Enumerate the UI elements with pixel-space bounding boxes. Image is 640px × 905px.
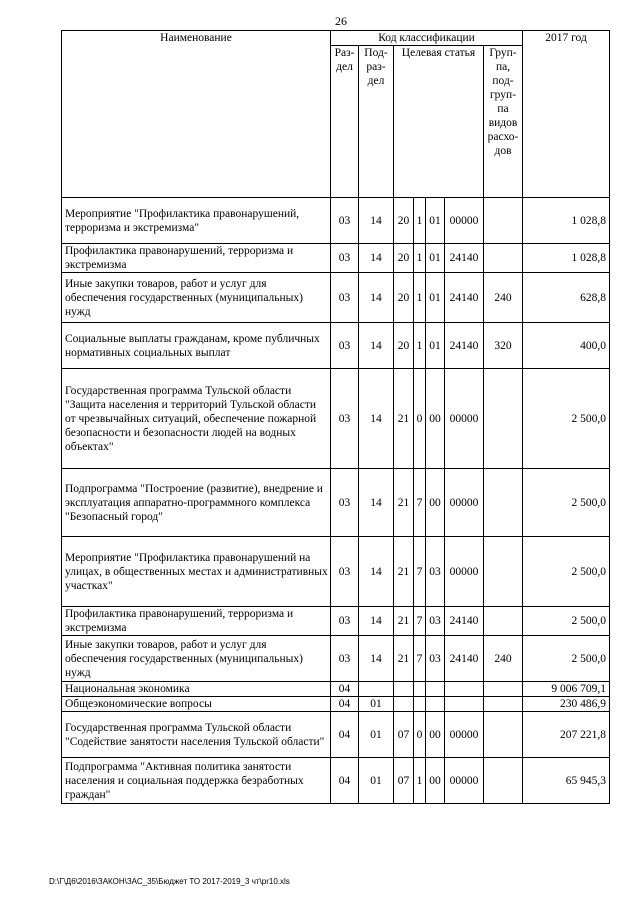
page-number: 26 [335, 14, 347, 28]
row-target-subprogram: 1 [414, 758, 426, 804]
row-target-program: 21 [394, 636, 414, 682]
row-name: Социальные выплаты гражданам, кроме публичных нормативных социальных выплат [62, 323, 331, 369]
row-expense-group [484, 682, 523, 697]
row-amount: 628,8 [523, 273, 610, 323]
row-name: Мероприятие "Профилактика правонарушений на улицах, в общественных местах и административных участках" [62, 537, 331, 607]
row-target-subprogram: 0 [414, 369, 426, 469]
table-row [62, 758, 610, 804]
row-podrazdel: 14 [359, 323, 394, 369]
row-razdel: 03 [331, 469, 359, 537]
header-gruppa: Груп- па, под- груп- па видов расхо- дов [484, 46, 523, 198]
row-target-program: 20 [394, 323, 414, 369]
row-expense-group: 240 [484, 273, 523, 323]
row-target-subprogram [414, 682, 426, 697]
row-target-event: 00 [426, 369, 445, 469]
row-podrazdel: 14 [359, 244, 394, 273]
row-target-direction: 00000 [445, 469, 484, 537]
row-amount: 2 500,0 [523, 607, 610, 636]
header-code-group: Код классификации [331, 31, 523, 46]
row-expense-group: 240 [484, 636, 523, 682]
row-target-program: 20 [394, 198, 414, 244]
row-expense-group [484, 537, 523, 607]
row-name: Национальная экономика [62, 682, 331, 697]
header-podrazdel: Под- раз- дел [359, 46, 394, 198]
row-target-event: 00 [426, 469, 445, 537]
table-row [62, 244, 610, 273]
row-podrazdel: 14 [359, 607, 394, 636]
row-expense-group [484, 697, 523, 712]
row-target-direction: 24140 [445, 323, 484, 369]
row-expense-group [484, 712, 523, 758]
row-expense-group [484, 607, 523, 636]
row-target-program: 21 [394, 607, 414, 636]
row-razdel: 04 [331, 758, 359, 804]
row-target-subprogram: 7 [414, 469, 426, 537]
table-row [62, 697, 610, 712]
row-target-direction: 00000 [445, 369, 484, 469]
row-target-event: 01 [426, 244, 445, 273]
row-amount: 9 006 709,1 [523, 682, 610, 697]
row-expense-group [484, 758, 523, 804]
row-name: Общеэкономические вопросы [62, 697, 331, 712]
row-target-event [426, 697, 445, 712]
table-row [62, 682, 610, 697]
row-razdel: 03 [331, 369, 359, 469]
row-target-program: 20 [394, 244, 414, 273]
row-target-subprogram: 0 [414, 712, 426, 758]
row-amount: 2 500,0 [523, 469, 610, 537]
row-target-event: 00 [426, 712, 445, 758]
row-name: Профилактика правонарушений, терроризма и экстремизма [62, 244, 331, 273]
row-target-subprogram: 7 [414, 607, 426, 636]
row-podrazdel: 14 [359, 636, 394, 682]
row-amount: 2 500,0 [523, 636, 610, 682]
row-target-direction: 00000 [445, 198, 484, 244]
row-target-event: 03 [426, 607, 445, 636]
row-target-program: 07 [394, 758, 414, 804]
row-target-program: 20 [394, 273, 414, 323]
table-row [62, 712, 610, 758]
row-target-direction [445, 682, 484, 697]
row-target-event [426, 682, 445, 697]
row-razdel: 03 [331, 323, 359, 369]
row-razdel: 03 [331, 607, 359, 636]
row-target-direction: 24140 [445, 244, 484, 273]
row-podrazdel: 14 [359, 537, 394, 607]
row-target-subprogram: 1 [414, 244, 426, 273]
table-row [62, 273, 610, 323]
header-name: Наименование [62, 31, 331, 198]
row-target-event: 00 [426, 758, 445, 804]
row-target-direction: 24140 [445, 636, 484, 682]
row-amount: 230 486,9 [523, 697, 610, 712]
row-amount: 2 500,0 [523, 537, 610, 607]
row-target-program: 21 [394, 469, 414, 537]
row-amount: 1 028,8 [523, 244, 610, 273]
file-path-footer: D:\Г\Д6\2016\ЗАКОН\ЗАС_35\Бюджет ТО 2017-2019_3 чт\pr10.xls [49, 877, 290, 886]
row-target-event: 01 [426, 198, 445, 244]
row-razdel: 03 [331, 537, 359, 607]
row-podrazdel: 14 [359, 369, 394, 469]
row-razdel: 03 [331, 273, 359, 323]
row-expense-group: 320 [484, 323, 523, 369]
row-target-subprogram: 1 [414, 198, 426, 244]
row-amount: 400,0 [523, 323, 610, 369]
row-razdel: 04 [331, 697, 359, 712]
row-amount: 65 945,3 [523, 758, 610, 804]
row-name: Иные закупки товаров, работ и услуг для обеспечения государственных (муниципальных) нужд [62, 273, 331, 323]
row-target-direction: 00000 [445, 537, 484, 607]
header-year: 2017 год [523, 31, 610, 198]
row-name: Государственная программа Тульской области "Защита населения и территорий Тульской области от чрезвычайных ситуаций, обеспечение пожарной безопасности и безопасности людей на водных объектах" [62, 369, 331, 469]
row-name: Государственная программа Тульской области "Содействие занятости населения Тульской области" [62, 712, 331, 758]
row-name: Подпрограмма "Активная политика занятости населения и социальная поддержка безработных граждан" [62, 758, 331, 804]
header-target: Целевая статья [394, 46, 484, 198]
row-razdel: 03 [331, 244, 359, 273]
row-target-subprogram: 7 [414, 636, 426, 682]
row-razdel: 03 [331, 636, 359, 682]
row-amount: 1 028,8 [523, 198, 610, 244]
row-podrazdel: 14 [359, 198, 394, 244]
row-target-program: 21 [394, 537, 414, 607]
row-target-direction: 24140 [445, 273, 484, 323]
table-row [62, 369, 610, 469]
table-row [62, 469, 610, 537]
row-target-direction: 24140 [445, 607, 484, 636]
row-razdel: 04 [331, 682, 359, 697]
row-target-subprogram: 1 [414, 323, 426, 369]
row-target-subprogram: 1 [414, 273, 426, 323]
row-podrazdel: 01 [359, 758, 394, 804]
header-razdel: Раз- дел [331, 46, 359, 198]
row-podrazdel: 01 [359, 712, 394, 758]
row-target-direction [445, 697, 484, 712]
row-razdel: 03 [331, 198, 359, 244]
row-podrazdel [359, 682, 394, 697]
row-target-program: 07 [394, 712, 414, 758]
row-target-direction: 00000 [445, 758, 484, 804]
row-amount: 2 500,0 [523, 369, 610, 469]
row-target-program [394, 682, 414, 697]
row-target-direction: 00000 [445, 712, 484, 758]
row-expense-group [484, 369, 523, 469]
row-target-event: 03 [426, 537, 445, 607]
row-target-event: 01 [426, 323, 445, 369]
row-podrazdel: 14 [359, 469, 394, 537]
row-target-subprogram: 7 [414, 537, 426, 607]
row-amount: 207 221,8 [523, 712, 610, 758]
row-razdel: 04 [331, 712, 359, 758]
row-target-subprogram [414, 697, 426, 712]
row-name: Иные закупки товаров, работ и услуг для обеспечения государственных (муниципальных) нужд [62, 636, 331, 682]
table-row [62, 198, 610, 244]
row-expense-group [484, 198, 523, 244]
row-expense-group [484, 244, 523, 273]
row-podrazdel: 01 [359, 697, 394, 712]
row-target-event: 01 [426, 273, 445, 323]
table-row [62, 636, 610, 682]
row-target-program: 21 [394, 369, 414, 469]
row-expense-group [484, 469, 523, 537]
row-name: Мероприятие "Профилактика правонарушений, терроризма и экстремизма" [62, 198, 331, 244]
row-podrazdel: 14 [359, 273, 394, 323]
table-row [62, 537, 610, 607]
budget-table [61, 30, 610, 804]
row-name: Подпрограмма "Построение (развитие), внедрение и эксплуатация аппаратно-программного комплекса "Безопасный город" [62, 469, 331, 537]
row-name: Профилактика правонарушений, терроризма и экстремизма [62, 607, 331, 636]
table-row [62, 323, 610, 369]
row-target-event: 03 [426, 636, 445, 682]
table-row [62, 607, 610, 636]
row-target-program [394, 697, 414, 712]
